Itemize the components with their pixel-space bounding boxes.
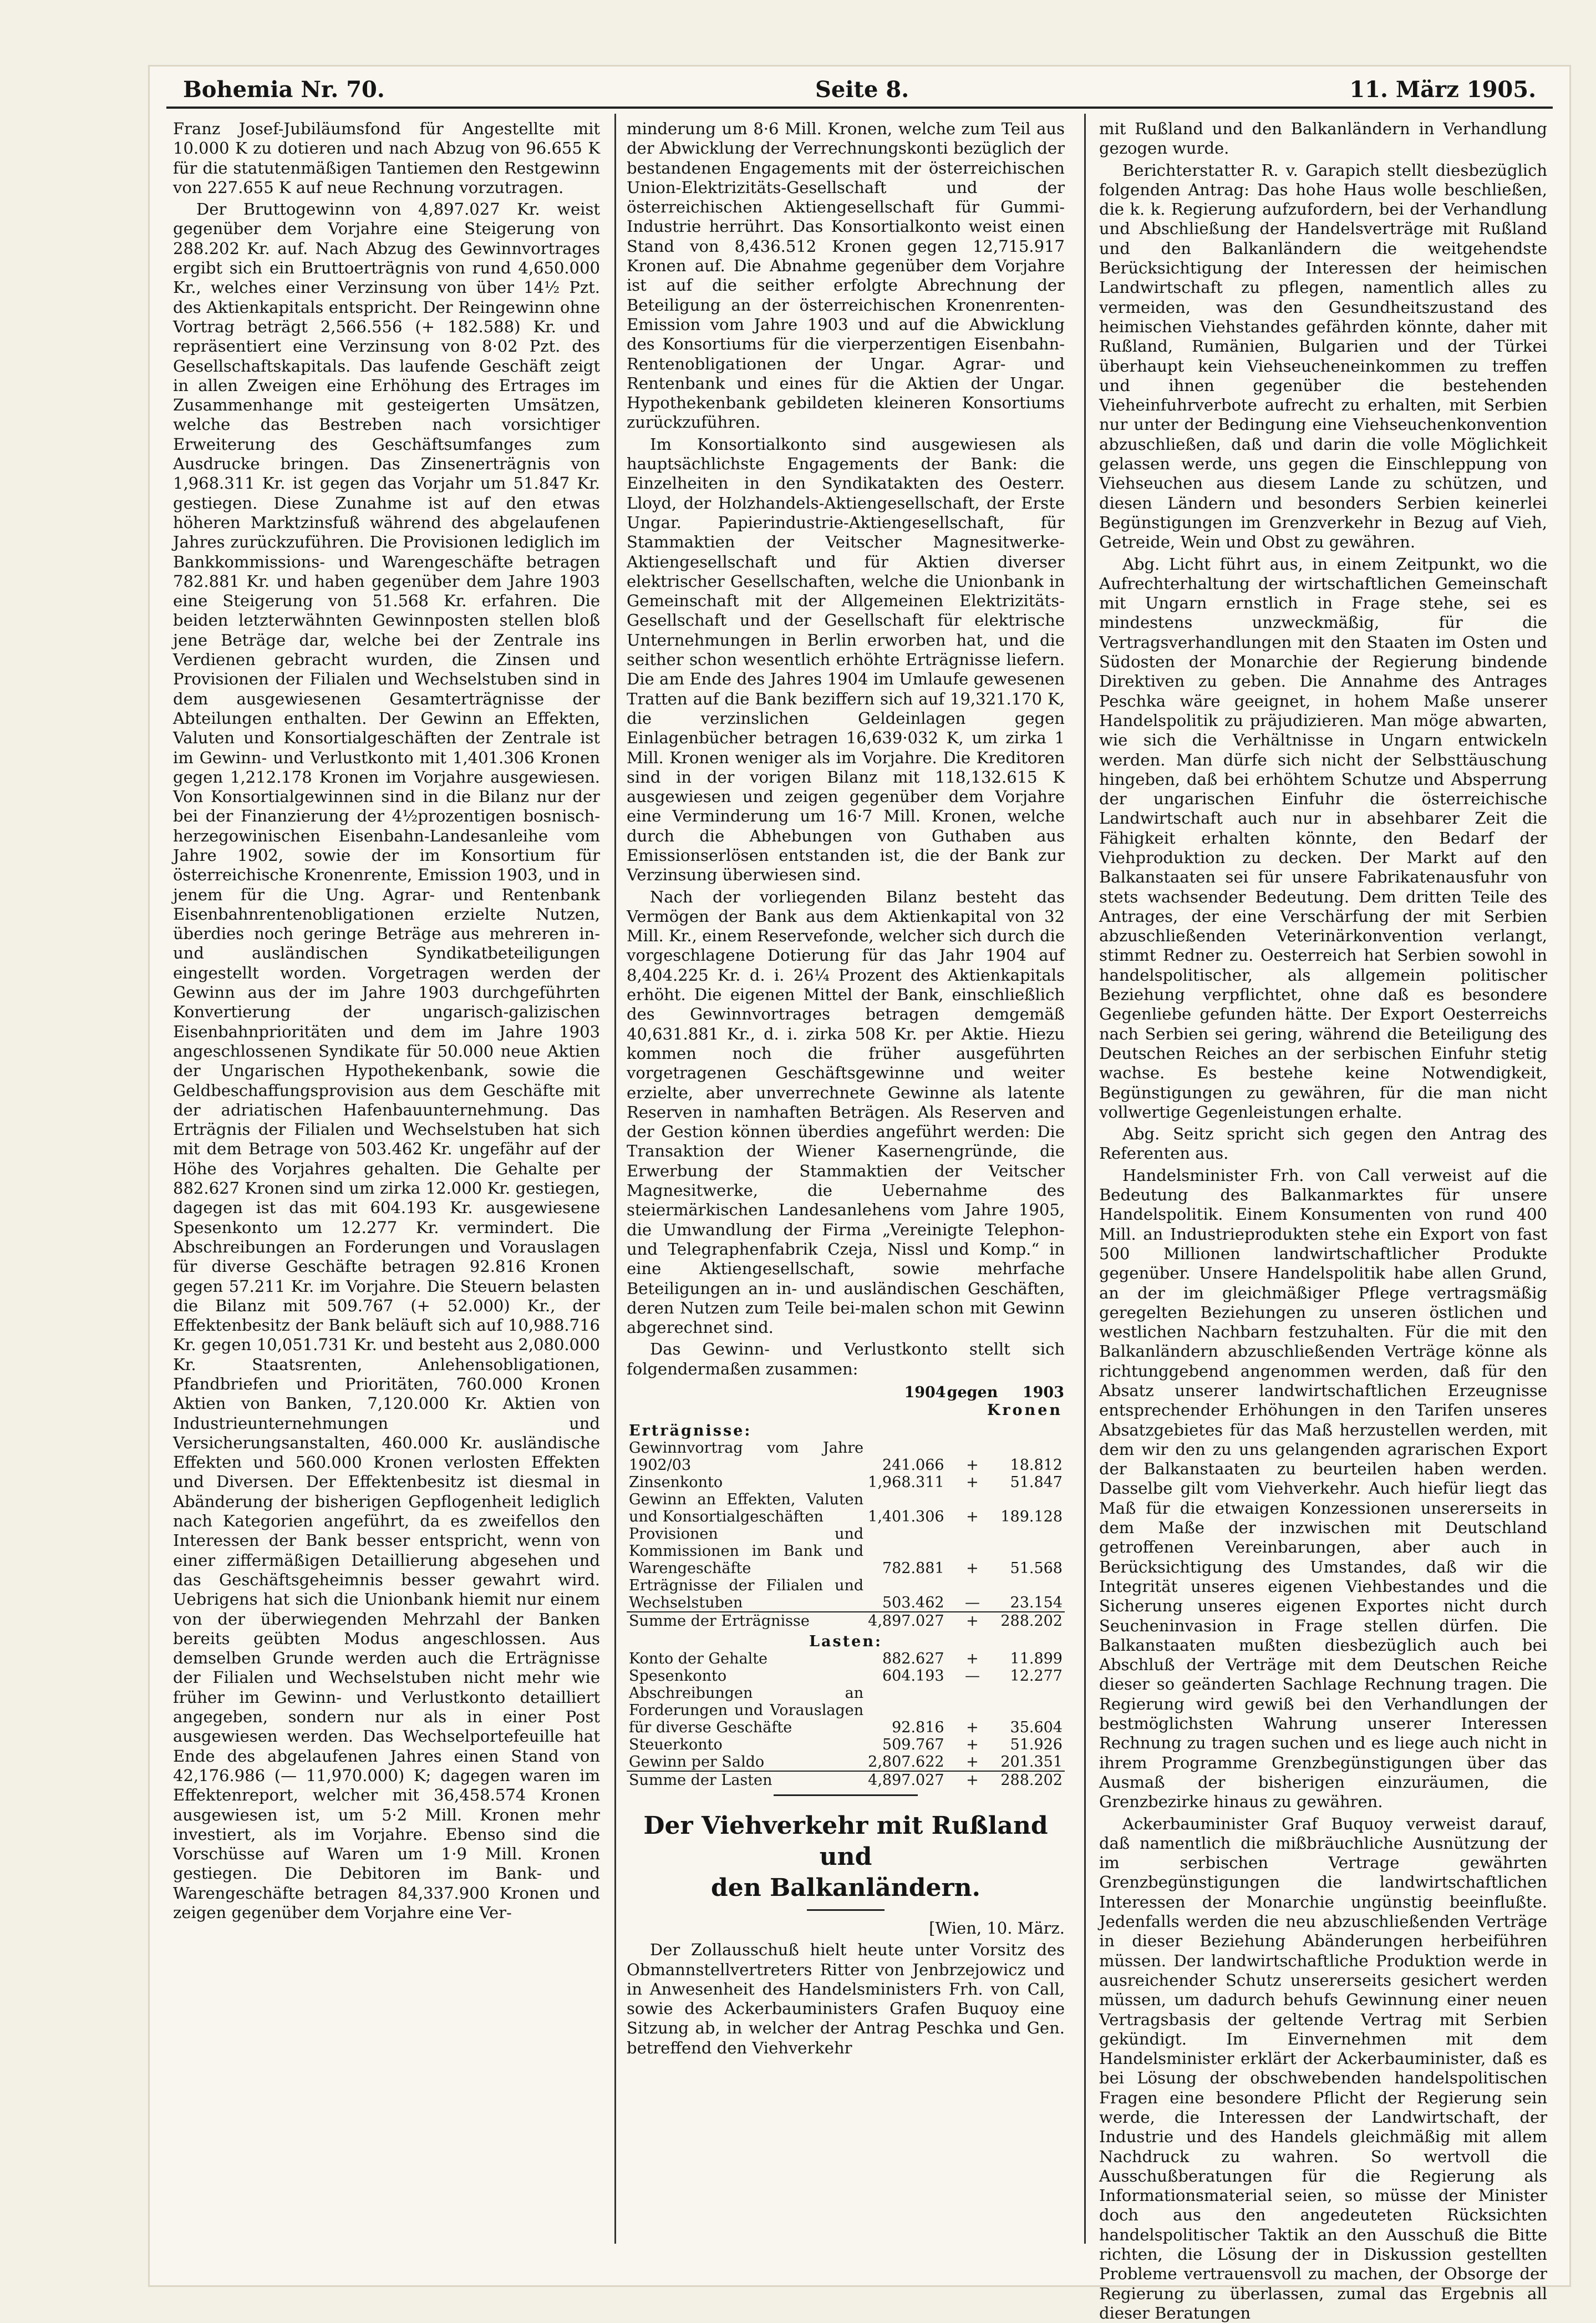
row-label: Gewinnvortrag vom Jahre 1902/03 xyxy=(629,1439,864,1474)
unit-label: Kronen xyxy=(987,1402,1063,1419)
income-heading: Erträgnisse: xyxy=(629,1422,752,1439)
value-1904: 604.193 xyxy=(882,1667,944,1685)
table-row xyxy=(627,1491,1065,1525)
sign: + xyxy=(966,1719,979,1736)
section-divider xyxy=(774,1794,918,1796)
paragraph: Berichterstatter R. v. Garapich stellt diesbezüglich folgenden Antrag: Das hohe Haus wolle beschließen, die k. k. Regierung aufzufordern, bei der Verhandlung und Abschließung der Handelsverträge mit Rußland und den Balkanländern die weitgehendste Berücksichtigung der Interessen der heimischen Landwirtschaft zu pflegen, namentlich alles zu vermeiden, was den Gesundheitszustand des heimischen Viehstandes gefährden könnte, daher mit Rußland, Rumänien, Bulgarien und der Türkei überhaupt kein Viehseucheneinkommen zu treffen und ihnen gegenüber die bestehenden Vieheinfuhrverbote aufrecht zu erhalten, mit Serbien nur unter der Bedingung eine Viehseuchenkonvention abzuschließen, daß und darin die volle Möglichkeit gelassen werde, uns gegen die Einschleppung von Viehseuchen aus diesem Lande zu schützen, und diesen Ländern und besonders Serbien keinerlei Begünstigungen im Grenzverkehr in Bezug auf Vieh, Getreide, Wein und Obst zu gewähren. xyxy=(1099,160,1547,552)
expense-total-row xyxy=(627,1771,1065,1789)
value-diff: 11.899 xyxy=(1010,1650,1063,1667)
table-row xyxy=(627,1650,1065,1667)
column-rule-2 xyxy=(1084,114,1086,2244)
header-page-number: Seite 8. xyxy=(815,77,909,103)
value-diff: 201.351 xyxy=(1000,1753,1063,1771)
sign: + xyxy=(966,1736,979,1753)
sign: + xyxy=(966,1474,979,1491)
table-row xyxy=(627,1525,1065,1577)
table-header-row xyxy=(627,1383,1065,1402)
header-date: 11. März 1905. xyxy=(1349,77,1536,103)
value-1904: 1,401.306 xyxy=(868,1508,944,1525)
sign: — xyxy=(964,1594,980,1611)
row-label: Provisionen und Kommissionen im Bank und Warengeschäfte xyxy=(629,1525,864,1577)
value-1904: 4,897.027 xyxy=(866,1771,946,1789)
profit-loss-table xyxy=(627,1383,1065,1789)
paragraph: Franz Josef-Jubiläumsfond für Angestellte mit 10.000 K zu dotieren und nach Abzug von 96.655 K für die statutenmäßigen Tantiemen den Restgewinn von 227.655 K auf neue Rechnung vorzutragen. xyxy=(173,119,600,197)
value-1904: 2,807.622 xyxy=(868,1753,944,1771)
value-1904: 503.462 xyxy=(882,1594,944,1611)
year-1903: 1903 xyxy=(1022,1384,1064,1401)
column-3 xyxy=(1099,119,1547,2322)
paragraph: Nach der vorliegenden Bilanz besteht das Vermögen der Bank aus dem Aktienkapital von 32 Mill. Kr., einem Reservefonde, welcher sich durch die vorgeschlagene Dotierung für das Jahr 1904 auf 8,404.225 Kr. d. i. 26¼ Prozent des Aktienkapitals erhöht. Die eigenen Mittel der Bank, einschließlich des Gewinnvortrages betragen demgemäß 40,631.881 Kr., d. i. zirka 508 Kr. per Aktie. Hiezu kommen noch die früher ausgeführten vorgetragenen Geschäftsgewinne und weiter erzielte, aber unverrechnete Gewinne als latente Reserven in namhaften Beträgen. Als Reserven and der Gestion können überdies angeführt werden: Die Transaktion der Wiener Kasernengründe, die Erwerbung der Stammaktien der Veitscher Magnesitwerke, die Uebernahme des steiermärkischen Landesanlehens vom Jahre 1905, die Umwandlung der Firma „Vereinigte Telephon- und Telegraphenfabrik Czeja, Nissl und Komp.“ in eine Aktiengesellschaft, sowie mehrfache Beteiligungen an in- und ausländischen Geschäften, deren Nutzen zum Teile bei-malen schon mit Gewinn abgerechnet sind. xyxy=(627,887,1065,1337)
dateline: [Wien, 10. März. xyxy=(929,1919,1065,1937)
paragraph: Ackerbauminister Graf Buquoy verweist darauf, daß namentlich die mißbräuchliche Ausnützung der im serbischen Vertrage gewährten Grenzbegünstigungen die landwirtschaftlichen Interessen der Monarchie ungünstig beeinflußte. Jedenfalls werden die neu abzuschließenden Verträge in dieser Beziehung Abänderungen herbeiführen müssen. Der landwirtschaftliche Produktion werde in ausreichender Schutz unsererseits gesichert werden müssen, um dadurch behufs Gewinnung einer neuen Vertragsbasis der geltende Vertrag mit Serbien gekündigt. Im Einvernehmen mit dem Handelsminister erklärt der Ackerbauminister, daß es bei Lösung der obschwebenden handelspolitischen Fragen eine besondere Pflicht der Regierung sein werde, die Interessen der Landwirtschaft, der Industrie und des Handels gleichmäßig mit allem Nachdruck zu wahren. So wertvoll die Ausschußberatungen für die Regierung als Informationsmaterial seien, so müsse der Minister doch aus den angedeuteten Rücksichten handelspolitischer Taktik an den Ausschuß die Bitte richten, die Lösung der in Diskussion gestellten Probleme vertrauensvoll zu machen, der Obsorge der Regierung zu überlassen, zumal das Ergebnis all dieser Beratungen xyxy=(1099,1814,1547,2322)
paragraph: Handelsminister Frh. von Call verweist auf die Bedeutung des Balkanmarktes für unsere Handelspolitik. Einem Konsumenten von rund 400 Mill. an Industrieprodukten stehe ein Export von fast 500 Millionen landwirtschaftlicher Produkte gegenüber. Unsere Handelspolitik habe allen Grund, an der im gleichmäßiger Pflege vertragsmäßig geregelten Beziehungen zu unseren östlichen und westlichen Nachbarn festzuhalten. Für die mit den Balkanländern abzuschließenden Verträge könne als richtunggebend angenommen werden, daß für den Absatz unserer landwirtschaftlichen Erzeugnisse entsprechender Erhöhungen in den Tarifen unseres Absatzgebietes für das Maß herzustellen werden, mit dem wir den zu uns gelangenden agrarischen Export der Balkanstaaten zu beurteilen haben werden. Dasselbe gilt vom Viehverkehr. Auch hiefür liegt das Maß für die etwaigen Konzessionen unsererseits in dem Maße der inzwischen mit Deutschland getroffenen Vereinbarungen, aber auch in Berücksichtigung des Umstandes, daß wir die Integrität unseres eigenen Viehbestandes und die Sicherung unseres eigenen Exportes nicht durch Seucheninvasion in Frage stellen dürfen. Die Balkanstaaten mußten diesbezüglich auch bei Abschluß der Verträge mit dem Deutschen Reiche dieser so geänderten Sachlage Rechnung tragen. Die Regierung wird gewiß bei den Verhandlungen der bestmöglichsten Wahrung unserer Interessen Rechnung zu tragen suchen und es liege auch nicht in ihrem Programme Grenzbegünstigungen über das Ausmaß der bisherigen einzuräumen, die Grenzbezirke hinaus zu gewähren. xyxy=(1099,1165,1547,1812)
value-diff: 51.847 xyxy=(1010,1474,1063,1491)
paragraph: mit Rußland und den Balkanländern in Verhandlung gezogen wurde. xyxy=(1099,119,1547,158)
value-1904: 1,968.311 xyxy=(868,1474,944,1491)
article-heading-line-1: Der Viehverkehr mit Rußland und xyxy=(643,1812,1048,1871)
value-diff: 189.128 xyxy=(1000,1508,1063,1525)
article-heading xyxy=(627,1810,1065,1904)
value-1904: 509.767 xyxy=(882,1736,944,1753)
table-row xyxy=(627,1474,1065,1491)
sign: + xyxy=(966,1457,979,1474)
paragraph: minderung um 8·6 Mill. Kronen, welche zum Teil aus der Abwicklung der Verrechnungskonti bezüglich der bestandenen Engagements mit der österreichischen Union-Elektrizitäts-Gesellschaft und der österreichischen Aktiengesellschaft für Gummi-Industrie herrührt. Das Konsortialkonto weist einen Stand von 8,436.512 Kronen gegen 12,715.917 Kronen auf. Die Abnahme gegenüber dem Vorjahre ist auf die seither erfolgte Abrechnung der Beteiligung an der österreichischen Kronenrenten-Emission vom Jahre 1903 und auf die Abwicklung des Konsortiums für die vierperzentigen Eisenbahn-Rentenobligationen der Ungar. Agrar- und Rentenbank und eines für die Aktien der Ungar. Hypothekenbank gebildeten kleineren Konsortiums zurückzuführen. xyxy=(627,119,1065,432)
sign: + xyxy=(966,1508,979,1525)
row-label: Zinsenkonto xyxy=(629,1474,723,1491)
value-diff: 12.277 xyxy=(1010,1667,1063,1685)
paragraph: Abg. Licht führt aus, in einem Zeitpunkt, wo die Aufrechterhaltung der wirtschaftlichen Gemeinschaft mit Ungarn ernstlich in Frage stehe, sei es mindestens unzweckmäßig, für die Vertragsverhandlungen mit den Staaten im Osten und Südosten der Monarchie der Regierung bindende Direktiven zu geben. Die Annahme des Antrages Peschka wäre geeignet, in hohem Maße unserer Handelspolitik zu präjudizieren. Man möge abwarten, wie sich die Verhältnisse in Ungarn entwickeln werden. Man dürfe sich nicht der Selbsttäuschung hingeben, daß bei erhöhtem Schutze und Absperrung der ungarischen Einfuhr die österreichische Landwirtschaft auch nur in absehbarer Zeit die Fähigkeit erhalten könnte, den Bedarf der Viehproduktion zu decken. Der Markt auf den Balkanstaaten sei für unsere Fabrikatenausfuhr von stets wachsender Bedeutung. Dem dritten Teile des Antrages, der eine Verschärfung der mit Serbien abzuschließenden Veterinärkonvention verlangt, stimmt Redner zu. Oesterreich hat Serbien sowohl in handelspolitischer, als allgemein politischer Beziehung verpflichtet, ohne daß es besondere Gegenliebe gefunden hätte. Der Export Oesterreichs nach Serbien sei gering, während die Beteiligung des Deutschen Reiches an der serbischen Einfuhr stetig wachse. Es bestehe keine Notwendigkeit, Begünstigungen zu gewähren, für die man nicht vollwertige Gegenleistungen erhalte. xyxy=(1099,554,1547,1122)
paragraph: Der Zollausschuß hielt heute unter Vorsitz des Obmannstellvertreters Ritter von Jenbrzejowicz und in Anwesenheit des Handelsministers Frh. von Call, sowie des Ackerbauministers Grafen Buquoy eine Sitzung ab, in welcher der Antrag Peschka und Gen. betreffend den Viehverkehr xyxy=(627,1940,1065,2057)
column-2 xyxy=(627,119,1065,2238)
column-rule-1 xyxy=(614,114,616,2244)
year-1904: 1904 xyxy=(904,1384,946,1401)
value-1904: 241.066 xyxy=(882,1457,944,1474)
column-1 xyxy=(173,119,600,2238)
row-label: Summe der Lasten xyxy=(627,1771,866,1789)
paragraph: Das Gewinn- und Verlustkonto stellt sich folgendermaßen zusammen: xyxy=(627,1340,1065,1378)
heading-underline xyxy=(807,1909,885,1911)
value-1904: 4,897.027 xyxy=(866,1612,946,1630)
table-row xyxy=(627,1685,1065,1736)
income-total-row xyxy=(627,1612,1065,1630)
value-diff: 51.568 xyxy=(1010,1560,1063,1577)
row-label: Erträgnisse der Filialen und Wechselstuben xyxy=(629,1577,864,1611)
article-heading-line-2: den Balkanländern. xyxy=(711,1874,980,1902)
table-row xyxy=(627,1577,1065,1612)
header-rule xyxy=(166,106,1553,109)
sign: — xyxy=(964,1667,980,1685)
unit-row xyxy=(627,1402,1065,1419)
value-diff: 23.154 xyxy=(1010,1594,1063,1611)
value-1904: 782.881 xyxy=(882,1560,944,1577)
value-diff: 18.812 xyxy=(1010,1457,1063,1474)
row-label: Gewinn an Effekten, Valuten und Konsortialgeschäften xyxy=(629,1491,864,1525)
header-paper-issue: Bohemia Nr. 70. xyxy=(183,77,385,103)
table-row xyxy=(627,1736,1065,1753)
value-diff: 288.202 xyxy=(998,1612,1065,1630)
year-gegen: gegen xyxy=(947,1384,998,1401)
table-row xyxy=(627,1753,1065,1771)
row-label: Steuerkonto xyxy=(629,1736,723,1753)
value-diff: 35.604 xyxy=(1010,1719,1063,1736)
value-diff: 288.202 xyxy=(998,1771,1065,1789)
sign: + xyxy=(966,1753,979,1771)
value-diff: 51.926 xyxy=(1010,1736,1063,1753)
paragraph: Abg. Seitz spricht sich gegen den Antrag des Referenten aus. xyxy=(1099,1124,1547,1163)
paragraph: Der Bruttogewinn von 4,897.027 Kr. weist gegenüber dem Vorjahre eine Steigerung von 288.202 Kr. auf. Nach Abzug des Gewinnvortrages ergibt sich ein Bruttoerträgnis von rund 4,650.000 Kr., welches einer Verzinsung von über 14½ Pzt. des Aktienkapitals entspricht. Der Reingewinn ohne Vortrag beträgt 2,566.556 (+ 182.588) Kr. und repräsentiert eine Verzinsung von 8·02 Pzt. des Gesellschaftskapitals. Das laufende Geschäft zeigt in allen Zweigen eine Erhöhung des Ertrages im Zusammenhange mit gesteigerten Umsätzen, welche das Bestreben nach vorsichtiger Erweiterung des Geschäftsumfanges zum Ausdrucke bringen. Das Zinsenerträgnis von 1,968.311 Kr. ist gegen das Vorjahr um 51.847 Kr. gestiegen. Diese Zunahme ist auf den etwas höheren Marktzinsfuß während des abgelaufenen Jahres zurückzuführen. Die Provisionen lediglich im Bankkommissions- und Warengeschäfte betragen 782.881 Kr. und haben gegenüber dem Jahre 1903 eine Steigerung von 51.568 Kr. erfahren. Die beiden letzterwähnten Gewinnposten stellen bloß jene Beträge dar, welche bei der Zentrale ins Verdienen gebracht wurden, die Zinsen und Provisionen der Filialen und Wechselstuben sind in dem ausgewiesenen Gesamterträgnisse der Abteilungen enthalten. Der Gewinn an Effekten, Valuten und Konsortialgeschäften der Zentrale ist im Gewinn- und Verlustkonto mit 1,401.306 Kronen gegen 1,212.178 Kronen im Vorjahre ausgewiesen. Von Konsortialgewinnen sind in die Bilanz nur der bei der Finanzierung der 4½prozentigen bosnisch-herzegowinischen Eisenbahn-Landesanleihe vom Jahre 1902, sowie der im Konsortium für österreichische Kronenrente, Emission 1903, und in jenem für die Ung. Agrar- und Rentenbank Eisenbahnrentenobligationen erzielte Nutzen, überdies noch geringe Beträge aus mehreren in- und ausländischen Syndikatbeteiligungen eingestellt worden. Vorgetragen werden der Gewinn aus der im Jahre 1903 durchgeführten Konvertierung der ungarisch-galizischen Eisenbahnprioritäten und dem im Jahre 1903 angeschlossenen Syndikate für 50.000 neue Aktien der Ungarischen Hypothekenbank, sowie die Geldbeschaffungsprovision aus dem Geschäfte mit der adriatischen Hafenbauunternehmung. Das Erträgnis der Filialen und Wechselstuben hat sich mit dem Betrage von 503.462 Kr. ungefähr auf der Höhe des Vorjahres gehalten. Die Gehalte per 882.627 Kronen sind um zirka 12.000 Kr. gestiegen, dagegen ist das mit 604.193 Kr. ausgewiesene Spesenkonto um 12.277 Kr. vermindert. Die Abschreibungen an Forderungen und Vorauslagen für diverse Geschäfte betragen 92.816 Kronen gegen 57.211 Kr. im Vorjahre. Die Steuern belasten die Bilanz mit 509.767 (+ 52.000) Kr., der Effektenbesitz der Bank beläuft sich auf 10,988.716 Kr. gegen 10,051.731 Kr. und besteht aus 2,080.000 Kr. Staatsrenten, Anlehensobligationen, Pfandbriefen und Prioritäten, 760.000 Kronen Aktien von Banken, 7,120.000 Kr. Aktien von Industrieunternehmungen und Versicherungsanstalten, 460.000 Kr. ausländische Effekten und 560.000 Kronen verlosten Effekten und Diversen. Der Effektenbesitz ist diesmal in Abänderung der bisherigen Gepflogenheit lediglich nach Kategorien angeführt, da es zweifellos den Interessen der Bank besser entspricht, wenn von einer ziffermäßigen Detaillierung abgesehen und das Geschäftsgeheimnis besser gewahrt wird. Uebrigens hat sich die Unionbank hiemit nur einem von der überwiegenden Mehrzahl der Banken bereits geübten Modus angeschlossen. Aus demselben Grunde werden auch die Erträgnisse der Filialen und Wechselstuben nicht mehr wie früher im Gewinn- und Verlustkonto detailliert angegeben, sondern nur als in einer Post ausgewiesen werden. Das Wechselportefeuille hat Ende des abgelaufenen Jahres einen Stand von 42,176.986 (— 11,970.000) K; dagegen waren im Effektenreport, welcher mit 36,458.574 Kronen ausgewiesen ist, um 5·2 Mill. Kronen mehr investiert, als im Vorjahre. Ebenso sind die Vorschüsse auf Waren um 1·9 Mill. Kronen gestiegen. Die Debitoren im Bank- und Warengeschäfte betragen 84,337.900 Kronen und zeigen gegenüber dem Vorjahre eine Ver- xyxy=(173,200,600,1923)
row-label: Summe der Erträgnisse xyxy=(627,1612,866,1630)
sign: + xyxy=(947,1612,999,1630)
running-header xyxy=(183,71,1536,110)
table-row xyxy=(627,1439,1065,1474)
value-1904: 882.627 xyxy=(882,1650,944,1667)
row-label: Spesenkonto xyxy=(629,1667,727,1685)
expense-heading-row xyxy=(627,1630,1065,1650)
expense-heading: Lasten: xyxy=(809,1633,882,1650)
value-1904: 92.816 xyxy=(892,1719,944,1736)
sign: + xyxy=(966,1650,979,1667)
paragraph: Im Konsortialkonto sind ausgewiesen als hauptsächlichste Engagements der Bank: die Einzelheiten in den Syndikatakten des Oesterr. Lloyd, der Holzhandels-Aktiengesellschaft, der Erste Ungar. Papierindustrie-Aktiengesellschaft, für Stammaktien der Veitscher Magnesitwerke-Aktiengesellschaft und für Aktien diverser elektrischer Gesellschaften, welche die Unionbank in Gemeinschaft mit der Allgemeinen Elektrizitäts-Gesellschaft und der Gesellschaft für elektrische Unternehmungen in Berlin erworben hat, und die seither schon wesentlich erhöhte Erträgnisse liefern. Die am Ende des Jahres 1904 im Umlaufe gewesenen Tratten auf die Bank beziffern sich auf 19,321.170 K, die verzinslichen Geldeinlagen gegen Einlagenbücher betragen 16,639·032 K, um zirka 1 Mill. Kronen weniger als im Vorjahre. Die Kreditoren sind in der vorigen Bilanz mit 118,132.615 K ausgewiesen und zeigen gegenüber dem Vorjahre eine Verminderung um 16·7 Mill. Kronen, welche durch die Abhebungen von Guthaben aus Emissionserlösen entstanden ist, die der Bank zur Verzinsung überwiesen sind. xyxy=(627,434,1065,885)
row-label: Konto der Gehalte xyxy=(629,1650,768,1667)
income-heading-row xyxy=(627,1419,1065,1439)
sign: + xyxy=(947,1771,999,1789)
row-label: Abschreibungen an Forderungen und Vorauslagen für diverse Geschäfte xyxy=(629,1685,864,1736)
sign: + xyxy=(966,1560,979,1577)
row-label: Gewinn per Saldo xyxy=(629,1753,765,1771)
table-row xyxy=(627,1667,1065,1685)
